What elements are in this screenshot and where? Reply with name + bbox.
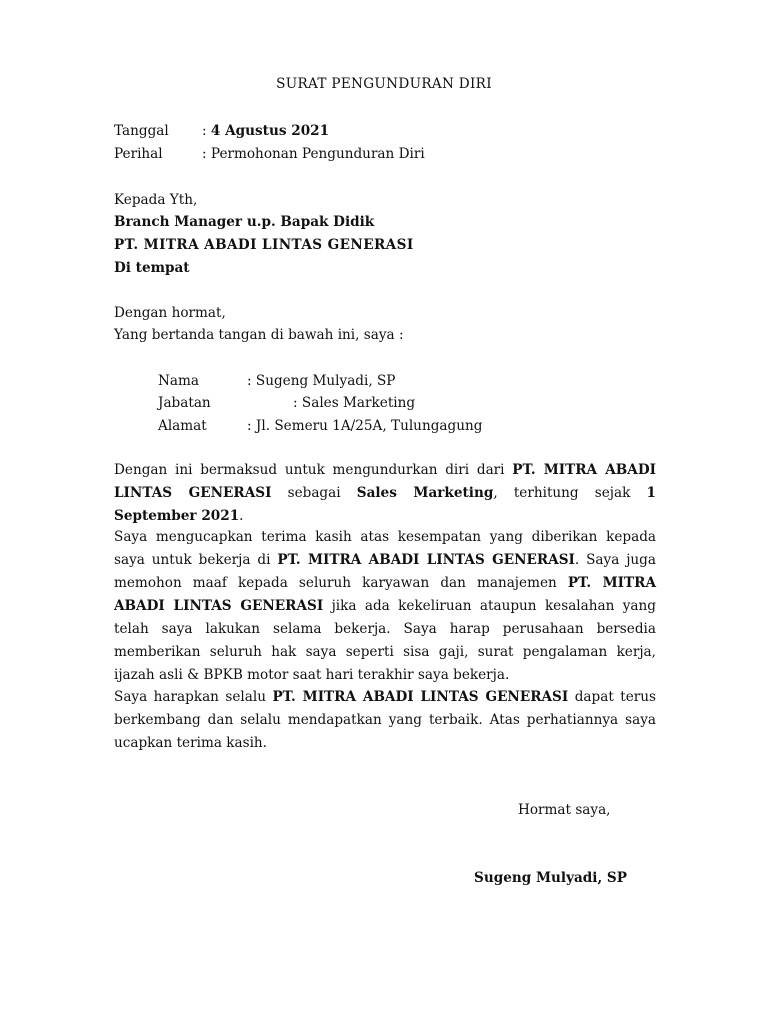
nama-value: Sugeng Mulyadi, SP [255,373,396,389]
para1-company: PT. MITRA ABADI LINTAS GENERASI [114,462,656,501]
tanggal-field: : 4 Agustus 2021 [202,123,330,139]
signer-name: Sugeng Mulyadi, SP [474,870,627,886]
para1-text-2: sebagai [271,485,357,501]
para1-text-3: , terhitung sejak [493,485,647,501]
para1-date: 1 September 2021 [114,485,656,524]
alamat-value: Jl. Semeru 1A/25A, Tulungagung [255,418,483,434]
para1-position: Sales Marketing [356,485,494,501]
para2-text-1: Saya mengucapkan terima kasih atas kesempatan yang diberikan kepada saya untuk bekerja di [114,529,656,568]
paragraph-thanks [114,526,656,687]
paragraph-closing [114,686,656,755]
alamat-field: : Jl. Semeru 1A/25A, Tulungagung [247,418,483,434]
perihal-value: Permohonan Pengunduran Diri [210,146,425,162]
para2-company-1: PT. MITRA ABADI LINTAS GENERASI [277,552,575,568]
alamat-label: Alamat [158,418,207,434]
closing-salutation: Hormat saya, [518,802,611,818]
greeting: Dengan hormat, [114,305,226,321]
para1-text-1: Dengan ini bermaksud untuk mengundurkan diri dari [114,462,513,478]
recipient-name: Branch Manager u.p. Bapak Didik [114,214,375,230]
recipient-place: Di tempat [114,260,190,276]
tanggal-value: 4 Agustus 2021 [210,123,330,139]
para2-text-2: . Saya juga memohon maaf kepada seluruh karyawan dan manajemen [114,552,656,591]
para1-text-4: . [239,508,244,524]
para3-text-2: dapat terus berkembang dan selalu mendapatkan yang terbaik. Atas perhatiannya saya ucapkan terima kasih. [114,689,656,751]
jabatan-value: Sales Marketing [301,395,416,411]
para3-company: PT. MITRA ABADI LINTAS GENERASI [272,689,569,705]
perihal-field: : Permohonan Pengunduran Diri [202,146,425,162]
intro-line: Yang bertanda tangan di bawah ini, saya : [114,327,404,343]
nama-label: Nama [158,373,199,389]
paragraph-resignation [114,459,656,528]
letter-title: SURAT PENGUNDURAN DIRI [276,76,492,92]
para2-company-2: PT. MITRA ABADI LINTAS GENERASI [114,575,656,614]
perihal-label: Perihal [114,146,163,162]
jabatan-field: : Sales Marketing [293,395,416,411]
jabatan-label: Jabatan [158,395,211,411]
tanggal-label: Tanggal [114,123,169,139]
para2-text-3: jika ada kekeliruan ataupun kesalahan yang telah saya lakukan selama bekerja. Saya harap perusahaan bersedia memberikan seluruh hak saya seperti sisa gaji, surat pengalaman kerja, ijazah asli & BPKB motor saat hari terakhir saya bekerja. [114,598,656,683]
recipient-company: PT. MITRA ABADI LINTAS GENERASI [114,237,414,253]
para3-text-1: Saya harapkan selalu [114,689,273,705]
recipient-greeting: Kepada Yth, [114,192,198,208]
nama-field: : Sugeng Mulyadi, SP [247,373,396,389]
